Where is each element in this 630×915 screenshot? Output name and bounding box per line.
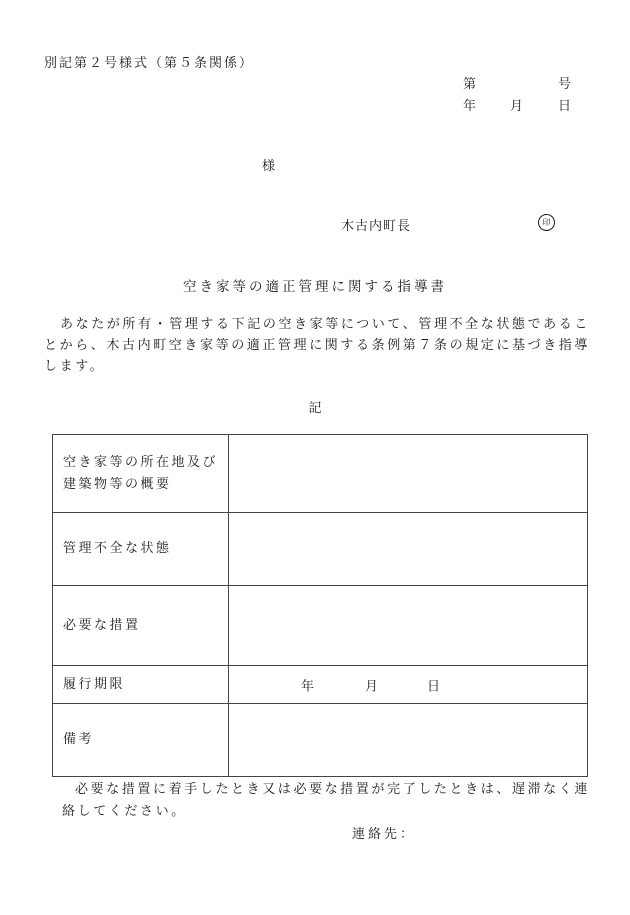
- seal-mark: 印: [538, 214, 555, 231]
- addressee-honorific: 様: [262, 159, 276, 174]
- measures-value-cell: [229, 586, 588, 666]
- location-value-cell: [229, 435, 588, 513]
- details-table: [52, 434, 588, 777]
- form-label: 別記第２号様式（第５条関係）: [44, 56, 255, 71]
- body-text: あなたが所有・管理する下記の空き家等について、管理不全な状態であることから、木古内町空き家等の適正管理に関する条例第７条の規定に基づき指導します。: [44, 317, 591, 374]
- deadline-year: 年: [301, 679, 315, 694]
- issue-date-year: 年: [463, 99, 477, 114]
- remarks-value-cell: [229, 704, 588, 777]
- ki-heading: 記: [308, 401, 322, 416]
- table-row: [53, 586, 588, 666]
- deadline-day: 日: [427, 679, 441, 694]
- document-number-suffix: 号: [558, 77, 572, 92]
- condition-label: 管理不全な状態: [53, 513, 229, 586]
- condition-value-cell: [229, 513, 588, 586]
- table-row: [53, 666, 588, 704]
- issue-date-day: 日: [558, 99, 572, 114]
- deadline-value-cell: [229, 666, 588, 704]
- issuer-name: 木古内町長: [341, 219, 412, 234]
- remarks-label: 備考: [53, 704, 229, 777]
- measures-label: 必要な措置: [53, 586, 229, 666]
- deadline-month: 月: [365, 679, 379, 694]
- document-number-prefix: 第: [463, 77, 477, 92]
- table-row: [53, 513, 588, 586]
- location-label-line1: 空き家等の所在地及び: [63, 454, 219, 470]
- issue-date-month: 月: [510, 99, 524, 114]
- contact-label: 連絡先：: [352, 827, 417, 842]
- document-title: 空き家等の適正管理に関する指導書: [183, 279, 447, 295]
- deadline-label: 履行期限: [53, 666, 229, 704]
- footer-paragraph: 必要な措置に着手したとき又は必要な措置が完了したときは、遅滞なく連絡してください。: [62, 782, 590, 819]
- table-row: [53, 435, 588, 513]
- body-paragraph: [44, 314, 590, 377]
- location-label-line2: 建築物等の概要: [63, 476, 172, 492]
- location-label-cell: [53, 435, 229, 513]
- table-row: [53, 704, 588, 777]
